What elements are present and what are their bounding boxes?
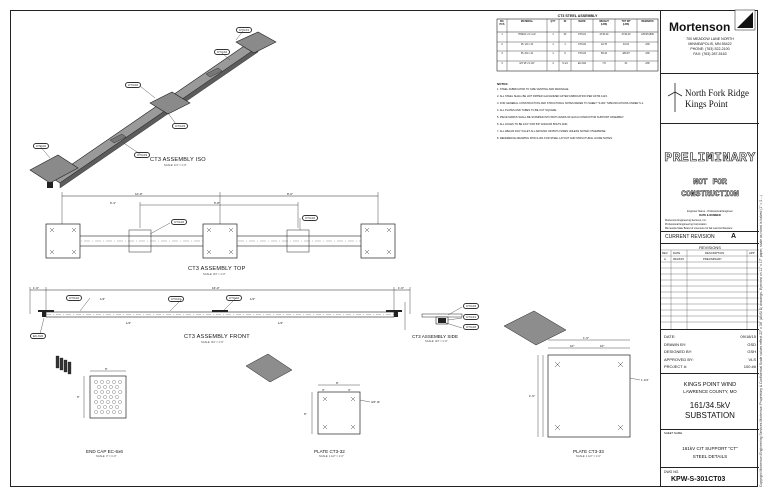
iso-callout-6: CT3-03 (134, 152, 150, 158)
current-revision-value: A (731, 233, 737, 240)
top-view-title: CT3 ASSEMBLY TOP (188, 266, 246, 272)
iso-view-scale: SCALE: 1/4" = 1'-0" (164, 164, 187, 167)
bom-cell: CT3-01 (578, 33, 586, 36)
rev-header-date: DATE (673, 251, 681, 255)
iso-callout-3: CT3-02 (125, 82, 141, 88)
notes-title: NOTES: (497, 82, 509, 86)
bom-header-cell: TOT WT (LBS) (621, 20, 631, 26)
plate33-title: PLATE CT3-33 (573, 449, 604, 454)
bom-cell: 2 (501, 43, 503, 46)
current-revision-label: CURRENT REVISION (665, 234, 715, 240)
rev-row-rev: A (664, 257, 666, 261)
current-revision-row (661, 232, 759, 244)
bom-cell: 1 (501, 33, 503, 36)
note-item: 1. STEEL FABRICATOR TO SIZE VENTING AND DRAINAGE. (497, 88, 570, 91)
bom-cell: 2716.40 (621, 33, 631, 36)
rev-header-rev: REV (662, 251, 668, 255)
p32-dim-6: 9" (304, 412, 307, 416)
dwg-number-block (661, 468, 759, 487)
side-view-title: CT3 ASSEMBLY SIDE (412, 334, 459, 339)
top-dim-4: 6'-4" (110, 201, 116, 205)
client-block (661, 74, 759, 124)
bom-cell: 4 (552, 62, 554, 65)
rev-header-desc: DESCRIPTION (705, 251, 725, 255)
bom-header-cell: REMARKS (641, 20, 654, 23)
meta-label: DATE: (664, 334, 676, 339)
top-callout-2: CT3-02 (302, 215, 318, 221)
front-callout-2: CT3-01 (168, 296, 184, 302)
revisions-table (661, 244, 759, 330)
dwg-number: KPW-S-301CT03 (671, 476, 726, 483)
bom-cell: ASTM A500 (641, 33, 654, 36)
meta-label: APPROVED BY: (664, 356, 694, 362)
note-item: 3. FOR GENERAL CONSTRUCTION AND STRUCTURAL NOTES REFER TO SHEET "S-001" SPECIFICATIONS UNDER S-1. (497, 102, 644, 105)
firm-2: Professional Engineering Corporation (665, 223, 707, 226)
mortenson-logo-icon (735, 10, 755, 30)
bom-cell: 7.8 (602, 62, 606, 65)
bom-cell: A36 (645, 52, 650, 55)
side-callout-1: CT3-03 (463, 303, 479, 309)
revisions-title: REVISIONS (699, 245, 721, 250)
top-view-scale: SCALE: 3/4" = 1'-0" (203, 273, 226, 276)
bom-cell: PL 1/2 x 13 (520, 43, 533, 46)
meta-value: 09/18/15 (740, 334, 756, 339)
bom-cell: 22.76 (601, 43, 607, 46)
front-view-scale: SCALE: 3/4" = 1'-0" (201, 341, 224, 344)
bom-header-cell: MATERIAL (520, 20, 534, 23)
bom-cell: 1 (552, 43, 554, 46)
bom-header-cell: MARK (578, 20, 586, 23)
meta-block (661, 330, 759, 374)
meta-value: GSD (747, 341, 756, 347)
p33-dim-3: 10" (600, 344, 605, 348)
iso-callout-2: CT3-02 (214, 49, 230, 55)
engineer-2: DATE & NUMBER (699, 214, 721, 217)
p33-dim-2: 10" (570, 344, 575, 348)
bom-cell: 1 (552, 33, 554, 36)
bom-cell: 4 (501, 62, 503, 65)
p32-dim-1: 9" (336, 381, 339, 385)
firm-1: Mortenson Engineering Services, Inc. (665, 219, 707, 222)
front-view-title: CT3 ASSEMBLY FRONT (184, 334, 250, 340)
bom-cell: 31 (624, 62, 628, 65)
side-view-scale: SCALE: 3/4" = 1'-0" (425, 340, 448, 343)
front-label-3: 1/4" (126, 321, 132, 325)
bom-cell: HSS10 x 6 x 1/2 (518, 33, 536, 36)
meta-label: DRAWN BY: (664, 341, 687, 347)
firm-3: Minnesota State Board of Licensure for AE Land Architecture (665, 227, 733, 230)
iso-view-title: CT3 ASSEMBLY ISO (150, 157, 206, 163)
note-item: 2. ALL STEEL SHALL BE HOT DIPPED GALVANIZED AFTER FABRICATION PER ASTM A123. (497, 95, 608, 98)
address-3: PHONE: (763) 522-2100 (690, 47, 730, 51)
sheet-title-2: STEEL DETAILS (692, 454, 728, 459)
sheet-title-1: 161kV CIT SUPPORT "CT" (682, 446, 738, 451)
rev-row-date: 09/18/15 (673, 257, 684, 261)
meta-label: PROJECT #: (664, 364, 688, 369)
p32-dim-2: 3" (322, 388, 325, 392)
bom-header-cell: NO. PCS (499, 20, 505, 26)
meta-value: GSH (747, 349, 756, 354)
rev-header-app: APP (749, 251, 755, 255)
meta-label: DESIGNED BY: (664, 349, 693, 354)
bom-cell: 32 (563, 33, 567, 36)
bom-cell: 9 1/4 (562, 62, 568, 65)
sheet-name-block (661, 430, 759, 468)
endcap-scale: SCALE: 3" = 1'-0" (96, 455, 117, 458)
address-1: 700 MEADOW LANE NORTH (686, 37, 734, 41)
bom-cell: 3/4" Ø x 9 1/2" (519, 62, 535, 65)
bom-cell: 2716.40 (599, 33, 609, 36)
wind-turbine-icon (667, 82, 683, 112)
iso-callout-1: CT3-01 (236, 27, 252, 33)
bom-cell: CT3-03 (578, 52, 586, 55)
bom-cell: 91.01 (623, 43, 629, 46)
engineer-1: Engineer Name - Professional Engineer (687, 210, 733, 213)
meta-value: 100 ## (743, 364, 756, 369)
top-dim-1: 10'-9" (135, 192, 143, 196)
p32-dim-3: 3" (348, 388, 351, 392)
front-label-4: 1/4" (278, 321, 284, 325)
bom-title: CT3 STEEL ASSEMBLY (557, 14, 598, 18)
endcap-dim-h: 6" (77, 395, 80, 399)
client-name-2: Kings Point (685, 99, 728, 109)
side-callout-3: CT3-02 (463, 324, 479, 330)
front-dim-2: 16'-0" (212, 286, 220, 290)
bom-cell: 6 (564, 52, 566, 55)
bom-cell: 180.97 (622, 52, 630, 55)
note-item: 8. REFERENCE DRAWING KPW-S-001 FOR STEEL LAYOUT AND STRUCTURAL GUIDE NOTES. (497, 137, 613, 140)
note-item: 7. ALL WELDS 3/16" FILLET ALL AROUND OR BOTH SIDES UNLESS NOTED OTHERWISE. (497, 130, 607, 133)
bom-header-cell: QTY (550, 20, 556, 23)
dwg-number-label: DWG NO. (664, 470, 680, 474)
bom-cell: 59.44 (601, 52, 607, 55)
company-block (661, 10, 759, 74)
plate32-title: PLATE CT3-32 (314, 449, 345, 454)
front-dim-3: 1'-6" (398, 286, 404, 290)
p32-hole-note: 3/4" Ø (371, 400, 380, 404)
status-not-for: NOT FOR (693, 178, 727, 187)
project-block (661, 374, 759, 430)
project-name: KINGS POINT WIND (683, 382, 737, 388)
front-callout-1: CT3-02 (66, 295, 82, 301)
plate32-scale: SCALE: 1 1/2" = 1'-0" (319, 455, 344, 458)
top-dim-2: 8'-0" (287, 192, 293, 196)
p33-dim-6: 1'-6" (529, 394, 535, 398)
copyright-side-note: Copyright Mortenson Engineering Services Mortenson Proprietary & Confidential Scale values reflect 22" x 34" (ANSI D) drawings. If printed on 11" x 17" paper, scale as noted is halved (1" = 2 ...) (759, 194, 763, 487)
bom-header-cell: IN (563, 20, 567, 23)
note-item: 5. PIECE MARKS SHALL BE STAMPED INTO BOTH ENDS OF EACH CONDUCTOR SUPPORT ASSEMBLY. (497, 116, 625, 119)
bom-cell: CT3-02 (578, 43, 586, 46)
p33-dim-1: 1'-6" (583, 336, 589, 340)
bom-cell: 3 (501, 52, 503, 55)
status-preliminary: PRELIMINARY (664, 150, 756, 165)
address-2: MINNEAPOLIS, MN 55422 (688, 42, 732, 46)
front-label-2: 1/4" (250, 297, 256, 301)
p33-hole-note: 1 1/4" (641, 378, 649, 382)
top-callout-1: CT3-02 (171, 219, 187, 225)
project-location: LAWRENCE COUNTY, MO (683, 389, 737, 394)
bom-cell: PL 3/4 x 12 (520, 52, 533, 55)
iso-callout-5: CT3-02 (33, 143, 49, 149)
iso-callout-4: CT3-03 (172, 123, 188, 129)
bom-cell: 1 (552, 52, 554, 55)
bom-cell: A36 (645, 43, 650, 46)
substation-voltage: 161/34.5kV (689, 401, 731, 410)
address-4: FAX: (763) 287-5163 (693, 52, 727, 56)
note-item: 6. ALL HOLES TO BE 1/16" FOR 5/8" ANCHOR BOLTS AND. (497, 123, 568, 126)
status-stamp (661, 124, 759, 232)
bom-cell: A36 (645, 62, 650, 65)
note-item: 4. ALL PLATES AND TUBES TO BE CUT SQUARE. (497, 109, 557, 112)
bom-cell: 1 (564, 43, 566, 46)
company-name: Mortenson (669, 20, 731, 34)
front-label-1: 1/4" (100, 297, 106, 301)
front-callout-3: CT3-02 (226, 295, 242, 301)
substation-label: SUBSTATION (685, 411, 735, 420)
status-construction: CONSTRUCTION (681, 190, 739, 199)
endcap-title: END CAP EC-6x6 (86, 449, 123, 454)
meta-value: VLS (748, 356, 756, 362)
title-block (660, 10, 758, 487)
bom-cell: EC-6x6 (578, 62, 586, 65)
rev-row-desc: PRELIMINARY (703, 257, 722, 261)
client-name-1: North Fork Ridge (685, 88, 749, 98)
top-dim-3: 5'-8" (214, 201, 220, 205)
front-dim-1: 1'-6" (33, 286, 39, 290)
plate33-scale: SCALE: 1 1/2" = 1'-0" (576, 455, 601, 458)
sheet-name-label: SHEET NAME (664, 431, 683, 435)
endcap-dim-w: 6" (105, 367, 108, 371)
bom-header-cell: WEIGHT (LBS) (599, 20, 609, 26)
front-callout-5: EC-6x6 (30, 333, 46, 339)
side-callout-2: CT3-01 (463, 314, 479, 320)
